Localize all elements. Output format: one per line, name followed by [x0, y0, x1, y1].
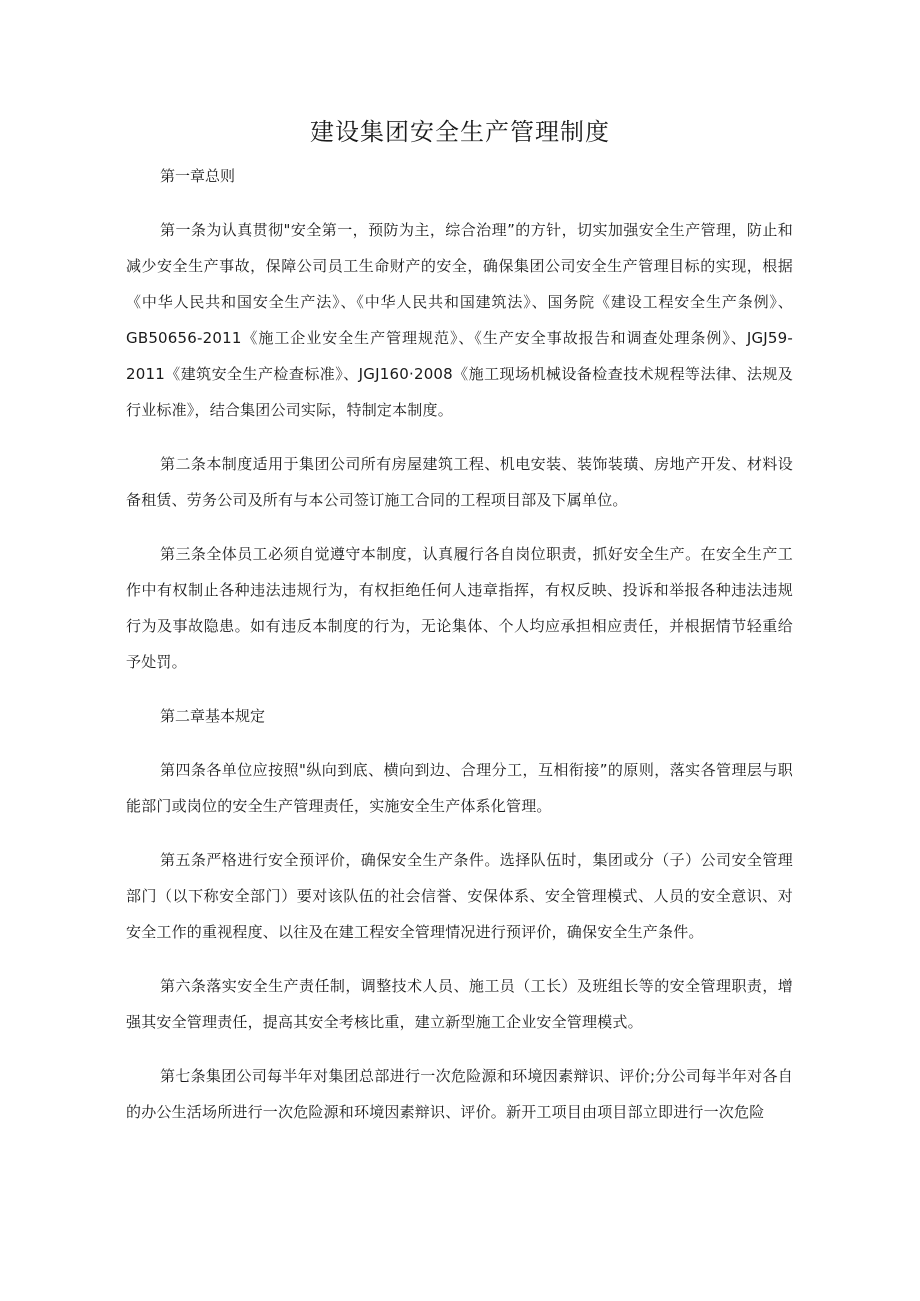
article-5: 第五条严格进行安全预评价，确保安全生产条件。选择队伍时，集团或分（子）公司安全管理部门（以下称安全部门）要对该队伍的社会信誉、安保体系、安全管理模式、人员的安全意识、对安全工作的重视程度、以往及在建工程安全管理情况进行预评价，确保安全生产条件。	[126, 851, 793, 941]
chapter-1-heading: 第一章总则	[160, 167, 236, 185]
article-2: 第二条本制度适用于集团公司所有房屋建筑工程、机电安装、装饰装璜、房地产开发、材料设备租赁、劳务公司及所有与本公司签订施工合同的工程项目部及下属单位。	[126, 455, 793, 509]
chapter-2-heading: 第二章基本规定	[160, 707, 266, 725]
document-title: 建设集团安全生产管理制度	[310, 118, 610, 146]
article-3: 第三条全体员工必须自觉遵守本制度，认真履行各自岗位职责，抓好安全生产。在安全生产工作中有权制止各种违法违规行为，有权拒绝任何人违章指挥，有权反映、投诉和举报各种违法违规行为及事故隐患。如有违反本制度的行为，无论集体、个人均应承担相应责任，并根据情节轻重给予处罚。	[126, 545, 793, 671]
article-1: 第一条为认真贯彻"安全第一，预防为主，综合治理”的方针，切实加强安全生产管理，防止和减少安全生产事故，保障公司员工生命财产的安全，确保集团公司安全生产管理目标的实现，根据《中华人民共和国安全生产法》、《中华人民共和国建筑法》、国务院《建设工程安全生产条例》、GB50656-2011《施工企业安全生产管理规范》、《生产安全事故报告和调查处理条例》、JGJ59-2011《建筑安全生产检查标准》、JGJ160·2008《施工现场机械设备检查技术规程等法律、法规及行业标准》，结合集团公司实际，特制定本制度。	[126, 221, 793, 419]
article-6: 第六条落实安全生产责任制，调整技术人员、施工员（工长）及班组长等的安全管理职责，增强其安全管理责任，提高其安全考核比重，建立新型施工企业安全管理模式。	[126, 977, 793, 1031]
article-7: 第七条集团公司每半年对集团总部进行一次危险源和环境因素辩识、评价;分公司每半年对各自的办公生活场所进行一次危险源和环境因素辩识、评价。新开工项目由项目部立即进行一次危险	[126, 1067, 793, 1121]
document-body	[126, 158, 793, 1148]
article-4: 第四条各单位应按照"纵向到底、横向到边、合理分工，互相衔接”的原则，落实各管理层与职能部门或岗位的安全生产管理责任，实施安全生产体系化管理。	[126, 761, 793, 815]
